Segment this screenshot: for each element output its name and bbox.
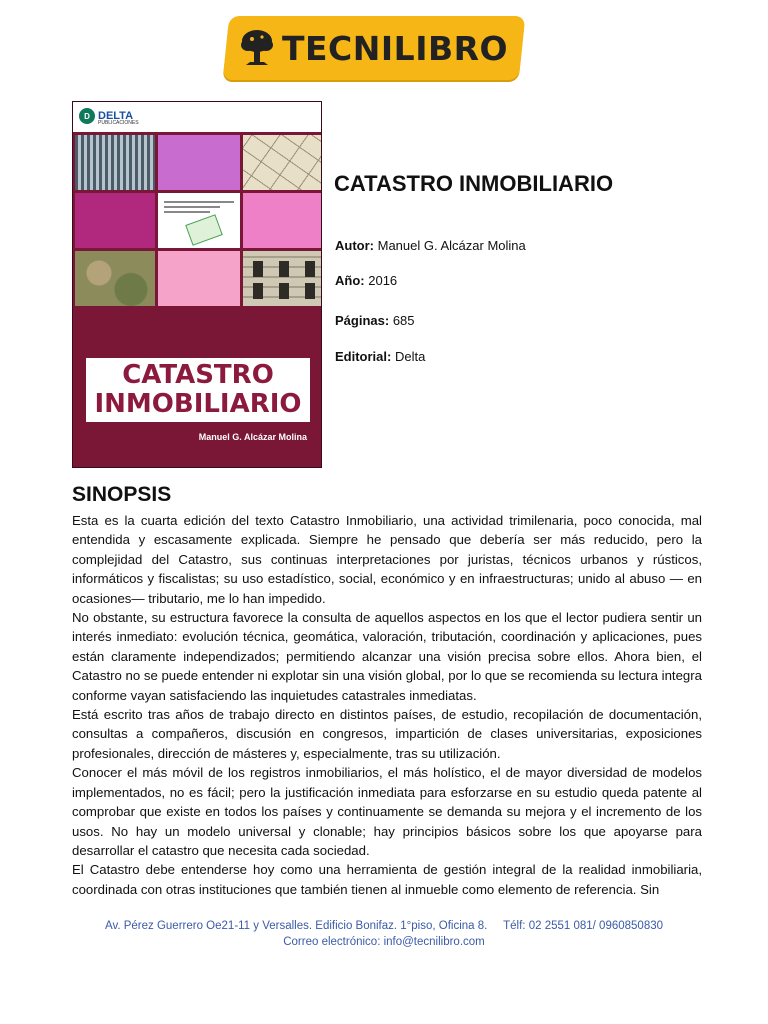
tree-icon (240, 28, 274, 68)
synopsis-paragraph: Conocer el más móvil de los registros inmobiliarios, el más holístico, el de mayor diversidad de modelos implementados, no es fácil; pero la justificación inmediata para esforzarse en su estudio queda patente al comprobar que existe en todos los países y continuamente se demanda su mejora y el incremento de los usos. No hay un modelo universal y clonable; hay principios básicos sobre los que apoyarse para desarrollar el catastro que necesita cada sociedad. (72, 765, 702, 858)
cover-tile-color (243, 193, 322, 248)
publisher-logo-text: DELTA (98, 110, 134, 122)
synopsis-paragraph: No obstante, su estructura favorece la consulta de aquellos aspectos en los que el lector pudiera sentir un interés inmediato: evolución técnica, geomática, valoración, tributación, coordinación y aplicaciones, pues están claramente independizados; permitiendo alcanzar una visión precisa sobre ellos. Ahora bien, el Catastro no se puede entender ni explotar sin una visión global, por lo que se recomienda su lectura integra conforme vayan satisfaciendo las inquietudes catastrales inmediatas. (72, 610, 702, 703)
cover-title-box (86, 358, 310, 422)
meta-author (335, 238, 526, 253)
footer-contact-line (0, 918, 768, 934)
meta-publisher (335, 349, 425, 364)
cover-tile-color (158, 251, 240, 306)
book-title: CATASTRO INMOBILIARIO (334, 171, 614, 196)
footer (0, 918, 768, 950)
synopsis-paragraph: El Catastro debe entenderse hoy como una herramienta de gestión integral de la realidad inmobiliaria, coordinada con otras instituciones que también tienen al inmueble como elemento de referencia. Sin (72, 862, 702, 897)
cover-title-line2: INMOBILIARIO (94, 389, 302, 419)
logo-banner (223, 16, 526, 80)
meta-author-label: Autor: (335, 238, 374, 253)
book-cover (72, 101, 322, 468)
logo-text: TECNILIBRO (281, 28, 509, 68)
synopsis-paragraph: Esta es la cuarta edición del texto Catastro Inmobiliario, una actividad trimilenaria, poco conocida, mal entendida y escasamente explicada. Siempre he pensado que debería ser más reducido, pero la complejidad del Catastro, sus continuas interpretaciones por juristas, técnicos urbanos y rústicos, informáticos y fiscalistas; su uso estadístico, social, económico y en infraestructuras; unido al abuso — en ocasiones— tributario, me lo han impedido. (72, 513, 702, 606)
cover-tile-color (75, 193, 155, 248)
cover-tile-map (243, 135, 322, 190)
footer-address: Av. Pérez Guerrero Oe21-11 y Versalles. Edificio Bonifaz. 1°piso, Oficina 8. (104, 920, 488, 932)
synopsis-heading: SINOPSIS (72, 483, 172, 506)
cover-tile-color (158, 135, 240, 190)
meta-pages-label: Páginas: (335, 313, 390, 328)
meta-year-label: Año: (335, 273, 365, 288)
meta-author-value: Manuel G. Alcázar Molina (377, 238, 526, 253)
meta-pages-value: 685 (392, 313, 415, 328)
meta-year (335, 273, 397, 288)
cover-tile-building (75, 135, 155, 190)
cover-title-line1: CATASTRO (122, 360, 274, 390)
cover-author: Manuel G. Alcázar Molina (198, 432, 307, 442)
footer-email: Correo electrónico: info@tecnilibro.com (283, 936, 485, 948)
cover-tile-facade (243, 251, 322, 306)
synopsis-body (72, 511, 702, 899)
meta-year-value: 2016 (368, 273, 398, 288)
cover-tile-aerial (75, 251, 155, 306)
footer-phone: Télf: 02 2551 081/ 0960850830 (503, 920, 664, 932)
cover-tile-document (158, 193, 240, 248)
meta-pages (335, 313, 415, 328)
meta-publisher-value: Delta (394, 349, 426, 364)
delta-logo-icon: D (79, 108, 95, 124)
publisher-logo-subtext: PUBLICACIONES (98, 120, 139, 126)
logo (240, 28, 508, 68)
cover-header (73, 102, 321, 132)
synopsis-paragraph: Está escrito tras años de trabajo directo en distintos países, de estudio, recopilación de documentación, consultas a compañeros, discusión en congresos, impartición de clases universitarias, exposiciones profesionales, dirección de másteres y, especialmente, tras su utilización. (72, 707, 702, 761)
meta-publisher-label: Editorial: (335, 349, 392, 364)
